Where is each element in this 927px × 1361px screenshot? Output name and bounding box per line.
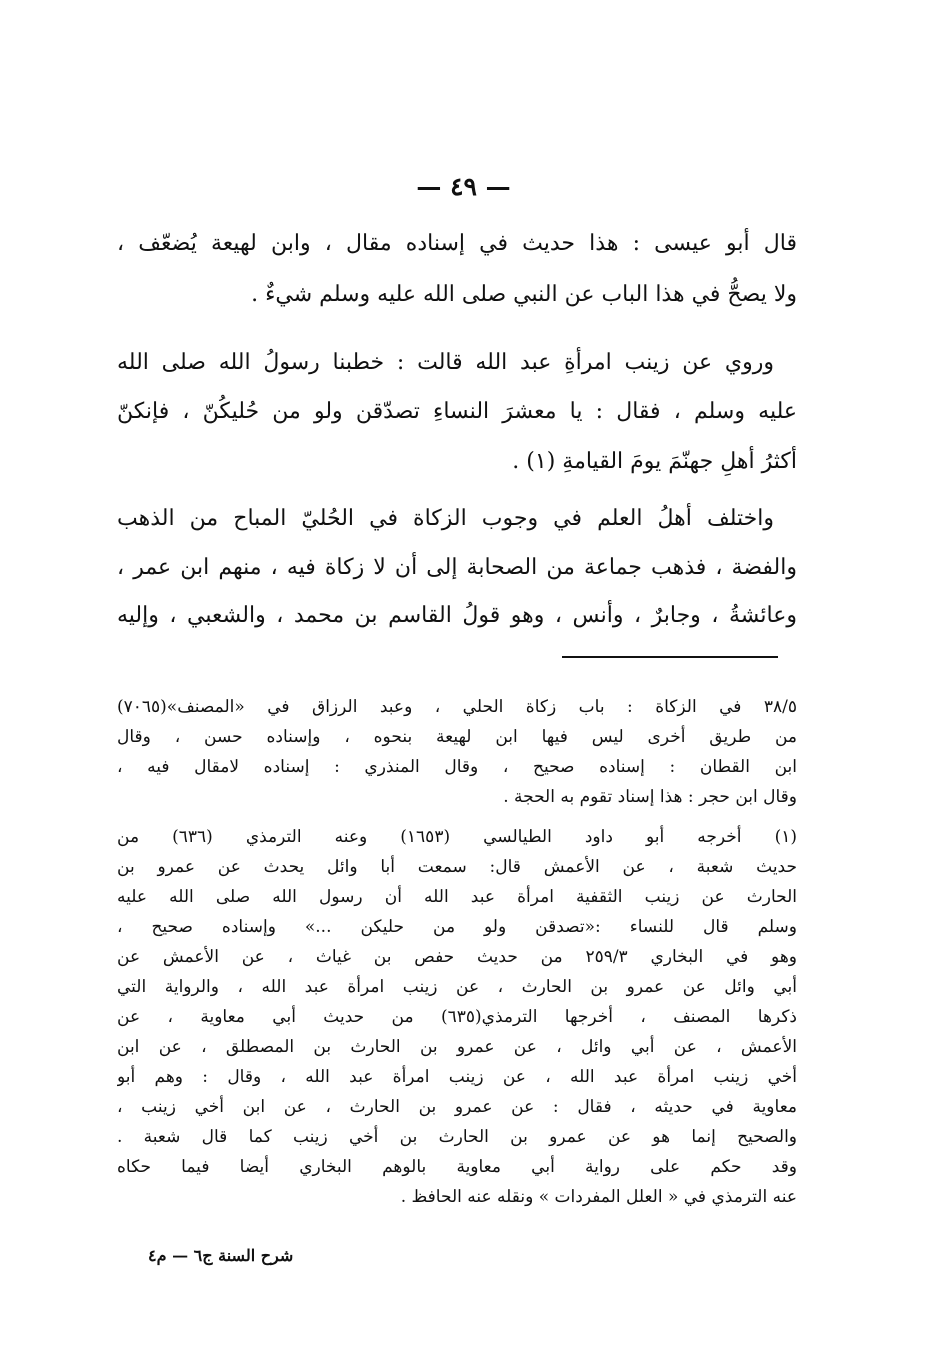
- footnote-line: الأعمش ، عن أبي وائل ، عن عمرو بن الحارث بن المصطلق ، عن ابن: [117, 1037, 797, 1057]
- footnote-line: الحارث عن زينب الثقفية امرأة عبد الله أن رسول الله صلى الله عليه: [117, 887, 797, 907]
- footnote-line: وقال ابن حجر : هذا إسناد تقوم به الحجة .: [503, 787, 797, 807]
- footnote-line: من طريق أخرى ليس فيها ابن لهيعة بنحوه ، وإسناده حسن ، وقال: [117, 727, 797, 747]
- footnote-line: أخي زينب امرأة عبد الله ، عن زينب امرأة عبد الله ، وقال : وهم أبو: [117, 1067, 797, 1087]
- footnote-line: حديث شعبة ، عن الأعمش قال: سمعت أبا وائل يحدث عن عمرو بن: [117, 857, 797, 877]
- footnote-line: وهو في البخاري ٢٥٩/٣ من حديث حفص بن غياث ، عن الأعمش عن: [117, 947, 797, 967]
- footnote-line: معاوية في حديثه ، فقال : عن عمرو بن الحارث ، عن ابن أخي زينب ،: [117, 1097, 797, 1117]
- footnote-line: ذكرها المصنف ، أخرجها الترمذي(٦٣٥) من حديث أبي معاوية ، عن: [117, 1007, 797, 1027]
- footnote-line: ابن القطان : إسناده صحيح ، وقال المنذري : إسناده لامقال فيه ،: [117, 757, 797, 777]
- main-text-line: عليه وسلم ، فقال : يا معشرَ النساءِ تصدّقن ولو من حُليكُنّ ، فإنكنّ: [117, 399, 797, 424]
- footnote-line: وسلم قال للنساء :«تصدقن ولو من حليكن ...» وإسناده صحيح ،: [117, 917, 797, 937]
- footnote-separator: [562, 656, 778, 658]
- footnote-line: وقد حكم على رواية أبي معاوية بالوهم البخاري أيضا فيما حكاه: [117, 1157, 797, 1177]
- footnote-line: ٣٨/٥ في الزكاة : باب زكاة الحلي ، وعبد الرزاق في «المصنف»(٧٠٦٥): [117, 697, 797, 717]
- main-text-line: واختلف أهلُ العلم في وجوب الزكاة في الحُليّ المباح من الذهب: [117, 506, 774, 531]
- main-text-line: والفضة ، فذهب جماعة من الصحابة إلى أن لا زكاة فيه ، منهم ابن عمر ،: [117, 555, 797, 580]
- page-footer: شرح السنة ج٦ — م٤: [148, 1246, 294, 1265]
- footnote-line: أبي وائل عن عمرو بن الحارث ، عن زينب امرأة عبد الله ، والرواية التي: [117, 977, 797, 997]
- page-number: — ٤٩ —: [416, 172, 511, 201]
- main-text-line: وعائشةُ ، وجابرٌ ، وأنس ، وهو قولُ القاسم بن محمد ، والشعبي ، وإليه: [117, 603, 797, 628]
- main-text-line: ولا يصحُّ في هذا الباب عن النبي صلى الله عليه وسلم شيءٌ .: [251, 282, 797, 307]
- main-text-line: وروي عن زينب امرأةِ عبد الله قالت : خطبنا رسولُ الله صلى الله: [117, 350, 774, 375]
- footnote-line: (١) أخرجه أبو داود الطيالسي (١٦٥٣) وعنه الترمذي (٦٣٦) من: [117, 827, 797, 847]
- main-text-line: قال أبو عيسى : هذا حديث في إسناده مقال ، وابن لهيعة يُضعّف ،: [117, 231, 797, 256]
- footnote-line: والصحيح إنما هو عن عمرو بن الحارث بن أخي زينب كما قال شعبة .: [117, 1127, 797, 1147]
- footnote-line: عنه الترمذي في « العلل المفردات » ونقله عنه الحافظ .: [400, 1187, 797, 1207]
- main-text-line: أكثرُ أهلِ جهنّمَ يومَ القيامةِ (١) .: [512, 449, 797, 474]
